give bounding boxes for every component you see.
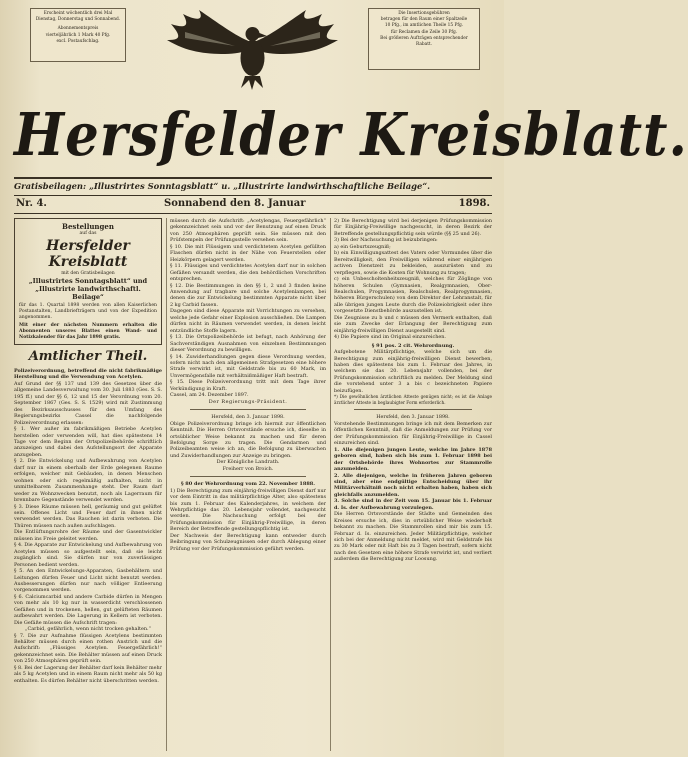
- paragraph: c) ein Unbescholtenheitszeugniß, welches für Zöglinge von höheren Schulen (Gymnasien, Realgymnasien, Ober-Realschulen, Progymnasien, Realschulen, Realprogymnasien, höheren Bürgerschulen) von dem Direktor der Lehranstalt, für alle übrigen jungen Leute durch die Polizeiobrigkeit oder ihre vorgesetzte Dienstbehörde auszustellen ist.: [334, 276, 492, 315]
- dateline: Hersfeld, den 3. Januar 1898.: [211, 414, 285, 421]
- paragraph: § 10. Die mit Flüssigem und verdichtetem Acetylen gefüllten Flaschen dürfen nicht in der Nähe von Feuerstellen oder Heizkörpern gelagert werden.: [170, 243, 326, 263]
- paragraph: Der Nachweis der Berechtigung kann entweder durch Beibringung von Schulzeugnissen oder durch Ablegung einer Prüfung vor der Prüfungskommission geführt werden.: [170, 532, 326, 552]
- paragraph: 1) Die Berechtigung zum einjährig-freiwilligen Dienst darf nur vor dem Eintritt in das militärpflichtige Alter, also spätestens bis zum 1. Februar des Kalenderjahres, in welchem der Wehrpflichtige das 20. Lebensjahr vollendet, nachgesucht werden. Die Nachsuchung erfolgt bei der Prüfungskommission für Einjährig-Freiwillige, in deren Bereich der Betreffende gestellungspflichtig ist.: [170, 487, 326, 533]
- info-line: excl. Postaufschlag.: [56, 38, 100, 44]
- advertising-rates-box: [368, 8, 480, 70]
- footnote: *) Die gewöhnlichen ärztlichen Atteste genügen nicht; es ist die Anlage ärztlicher Atteste in beglaubigter Form erforderlich.: [334, 394, 492, 405]
- paragraph: § 1. Wer außer im fabrikmäßigen Betriebe Acetylen herstellen oder verwenden will, hat dies spätestens 14 Tage vor dem Beginn der Ortspolizeibehörde schriftlich anzuzeigen und dabei den Aufstellungsort der Apparate anzugeben.: [14, 426, 162, 458]
- notice-line: für das 1. Quartal 1898 werden von allen Kaiserlichen Postanstalten, Landbriefträgern und von der Expedition angenommen.: [19, 303, 157, 320]
- paragraph: § 8. Bei der Lagerung der Behälter darf kein Behälter mehr als 5 kg Acetylen und in einem Raum nicht mehr als 50 kg enthalten. Es dürfen Behälter nicht überschritten werden.: [14, 664, 162, 684]
- signature: Der Königliche Landrath.: [216, 459, 280, 466]
- paragraph: 2) Die Berechtigung wird bei derjenigen Prüfungskommission für Einjährig-Freiwillige nachgesucht, in deren Bezirk der Betreffende gestellungspflichtig sein würde (§§ 25 und 26).: [334, 218, 492, 237]
- paragraph: Die Herren Ortsvorstände der Städte und Gemeinden des Kreises ersuche ich, dies in ortsüblicher Weise wiederholt bekannt zu machen. Die Stammrollen sind mir bis zum 15. Februar d. Is. einzureichen. Jeder Militärpflichtige, welcher sich bei der Anmeldung nicht meldet, wird mit Geldstrafe bis zu 30 Mark oder mit Haft bis zu 3 Tagen bestraft, sofern nicht nach den Gesetzen eine höhere Strafe verwirkt ist, und verliert außerdem die Berechtigung zur Loosung.: [334, 511, 492, 563]
- notice-title: Hersfelder Kreisblatt: [46, 238, 130, 270]
- signature: Freiherr von Broich.: [222, 465, 274, 472]
- column-divider: [166, 218, 167, 751]
- paragraph: 1. Alle diejenigen jungen Leute, welche im Jahre 1878 geboren sind, haben sich bis zum 1. Februar 1898 bei der Ortsbehörde ihres Wohnortes zur Stammrolle anzumelden.: [334, 446, 492, 473]
- info-line: Dienstag, Donnerstag und Sonnabend.: [35, 17, 121, 23]
- paragraph: § 5. An den Entwickelungs-Apparaten, Gasbehältern und Leitungen dürfen Feuer und Licht nicht benutzt werden. Ausbesserungen dürfen nur nach völliger Entleerung vorgenommen werden.: [14, 568, 162, 594]
- section-heading: § 80 der Wehrordnung vom 22. November 1888.: [180, 481, 316, 488]
- column-1: [14, 218, 162, 754]
- paragraph: Die Entlüftungsrohre der Räume und der Gasentwickler müssen ins Freie geleitet werden.: [14, 529, 162, 542]
- paragraph: 4) Die Papiere sind im Original einzureichen.: [334, 334, 446, 341]
- paragraph: § 4. Die Apparate zur Entwickelung und Aufbewahrung von Acetylen müssen so aufgestellt sein, daß sie leicht zugänglich sind. Sie dürfen nur von zuverlässigen Personen bedient werden.: [14, 542, 162, 568]
- issue-date: Sonnabend den 8. Januar: [164, 198, 306, 209]
- paragraph: Polizeiverordnung, betreffend die nicht fabrikmäßige Herstellung und die Verwendung von Acetylen.: [14, 368, 162, 381]
- publication-info-box: [30, 8, 126, 62]
- separator: [190, 476, 306, 477]
- paragraph: Cassel, am 24. Dezember 1897.: [170, 392, 249, 399]
- paragraph: Vorstehende Bestimmungen bringe ich mit dem Bemerken zur öffentlichen Kenntniß, daß die Anmeldungen zur Prüfung vor der Prüfungskommission für Einjährig-Freiwillige in Cassel einzureichen sind.: [334, 420, 492, 447]
- supplements-line: Gratisbeilagen: „Illustrirtes Sonntagsblatt“ u. „Illustrirte landwirthschaftliche Beilage“.: [14, 181, 431, 191]
- separator: [190, 409, 306, 410]
- column-2: [170, 218, 326, 754]
- newspaper-title: Hersfelder Kreisblatt.: [14, 100, 688, 170]
- rate-line: 10 Pfg., im amtlichen Theile 15 Pfg.: [384, 23, 464, 29]
- notice-line: „Illustrirtes Sonntagsblatt“ und: [28, 277, 148, 285]
- paragraph: § 7. Die zur Aufnahme flüssigen Acetylens bestimmten Behälter müssen durch einen rothen Anstrich und die Aufschrift: „Flüssiges Acetylen. Feuergefährlich!“ gekennzeichnet sein. Die Behälter müssen auf einen Druck von 250 Atmosphären geprüft sein.: [14, 632, 162, 665]
- paragraph: Obige Polizeiverordnung bringe ich hiermit zur öffentlichen Kenntniß. Die Herren Ortsvorstände ersuche ich, dieselbe in ortsüblicher Weise bekannt zu machen und für deren Befolgung Sorge zu tragen. Die Gendarmen und Polizeibeamten weise ich an, die Befolgung zu überwachen und Zuwiderhandlungen zur Anzeige zu bringen.: [170, 420, 326, 459]
- subscription-notice: [14, 218, 162, 345]
- paragraph: 3) Bei der Nachsuchung ist beizubringen:: [334, 237, 438, 244]
- rate-line: betragen für den Raum einer Spaltzeile: [380, 17, 468, 23]
- info-line: Abonnementspreis: [57, 26, 99, 32]
- rate-line: Bei größeren Aufträgen entsprechender: [380, 35, 468, 41]
- divider: [14, 213, 492, 214]
- rate-line: für Reclamen die Zeile 30 Pfg.: [390, 29, 458, 35]
- notice-line: mit den Gratisbeilagen: [61, 271, 115, 276]
- notice-line: auf das: [79, 231, 97, 236]
- paragraph: 3. Solche sind in der Zeit vom 15. Januar bis 1. Februar d. Is. der Aufbewahrung vorzulegen.: [334, 498, 492, 511]
- issue-dateline: [14, 198, 492, 212]
- section-heading: § 91 pos. 2 cit. Wehrordnung.: [371, 342, 455, 349]
- divider: [14, 177, 492, 179]
- rate-line: Die Insertionsgebühren: [398, 11, 450, 16]
- paragraph: Die Zeugnisse zu b und c müssen den Vermerk enthalten, daß sie zum Zwecke der Erlangung der Berechtigung zum einjährig-freiwilligen Dienst ausgestellt sind.: [334, 314, 492, 334]
- paragraph: § 6. Calciumcarbid und andere Carbide dürfen in Mengen von mehr als 10 kg nur in wasserdicht verschlossenen Gefäßen und in trockenen, hellen, gut gelüfteten Räumen aufbewahrt werden. Die Lagerung in Kellern ist verboten. Die Gefäße müssen die Aufschrift tragen:: [14, 593, 162, 626]
- paragraph: § 13. Die Ortspolizeibehörde ist befugt, nach Anhörung der Sachverständigen Ausnahmen von einzelnen Bestimmungen dieser Verordnung zu bewilligen.: [170, 334, 326, 354]
- paragraph: § 12. Die Bestimmungen in den §§ 1, 2 und 3 finden keine Anwendung auf tragbare und solche Acetylenlampen, bei denen die zur Entwickelung bestimmten Apparate nicht über 2 kg Carbid fassen.: [170, 282, 326, 308]
- separator: [354, 409, 472, 410]
- column-divider: [330, 218, 331, 751]
- paragraph: § 15. Diese Polizeiverordnung tritt mit dem Tage ihrer Verkündigung in Kraft.: [170, 379, 326, 392]
- paragraph: § 14. Zuwiderhandlungen gegen diese Verordnung werden, sofern nicht nach den allgemeinen Strafgesetzen eine höhere Strafe verwirkt ist, mit Geldstrafe bis zu 60 Mark, im Unvermögensfalle mit verhältnißmäßiger Haft bestraft.: [170, 353, 326, 379]
- eagle-emblem-icon: [165, 2, 340, 90]
- notice-line: „Illustrirte landwirthschaftl. Beilage“: [35, 285, 141, 301]
- signature: Der Regierungs-Präsident.: [208, 398, 288, 405]
- paragraph: b) ein Einwilligungsattest des Vaters oder Vormundes über die Bereitwilligkeit, den Freiwilligen während einer einjährigen activen Dienstzeit zu bekleiden, auszurüsten und zu verpflegen, sowie die Kosten für Wohnung zu tragen;: [334, 250, 492, 276]
- paragraph: a) ein Geburtszeugniß;: [334, 243, 391, 250]
- paragraph: 2. Alle diejenigen, welche in früheren Jahren geboren sind, aber eine endgültige Entscheidung über ihr Militärverhältniß noch nicht erhalten haben, haben sich gleichfalls anzumelden.: [334, 472, 492, 498]
- column-3: [334, 218, 492, 754]
- dateline: Hersfeld, den 3. Januar 1898.: [376, 414, 450, 421]
- paragraph: § 2. Die Entwickelung und Aufbewahrung von Acetylen darf nur in einem oberhalb der Erde gelegenen Raume erfolgen, welcher mit Gebäuden, in denen Menschen wohnen oder sich regelmäßig aufhalten, nicht in unmittelbarem Zusammenhange steht. Der Raum darf weder zu Wohnzwecken benutzt, noch als Lagerraum für brennbare Gegenstände verwendet werden.: [14, 458, 162, 504]
- issue-year: 1898.: [458, 198, 490, 209]
- divider: [14, 195, 492, 196]
- paragraph: § 3. Diese Räume müssen hell, geräumig und gut gelüftet sein. Offenes Licht und Feuer darf in ihnen nicht verwendet werden. Das Rauchen ist darin verboten. Die Thüren müssen nach außen aufschlagen.: [14, 503, 162, 529]
- paragraph: Auf Grund der §§ 137 und 139 des Gesetzes über die allgemeine Landesverwaltung vom 30. Juli 1883 (Ges. S. S. 195 ff.) und der §§ 6, 12 und 15 der Verordnung vom 20. September 1867 (Ges. S. S. 1529) wird mit Zustimmung des Bezirksausschusses für den Umfang des Regierungsbezirks Cassel die nachfolgende Polizeiverordnung erlassen:: [14, 380, 162, 426]
- paragraph: § 11. Flüssiges und verdichtetes Acetylen darf nur in solchen Gefäßen versandt werden, die den behördlichen Vorschriften entsprechen.: [170, 263, 326, 283]
- paragraph: Aufgebotene Militärpflichtige, welche sich um die Berechtigung zum einjährig-freiwilligen Dienst bewerben, haben dies spätestens bis zum 1. Februar des Jahres, in welchem sie das 20. Lebensjahr vollenden, bei der Prüfungskommission schriftlich zu melden. Der Meldung sind die vorstehend unter 3 a bis c bezeichneten Papiere beizufügen.: [334, 349, 492, 394]
- section-heading: Amtlicher Theil.: [28, 349, 148, 364]
- paragraph: müssen durch die Aufschrift: „Acetylengas, Feuergefährlich“ gekennzeichnet sein und vor der Benutzung auf einen Druck von 250 Atmosphären geprüft sein. Sie müssen mit den Prüfstempeln der Prüfungsstelle versehen sein.: [170, 218, 326, 244]
- paragraph: „Carbid, gefährlich, wenn nicht trocken gehalten.“: [24, 626, 152, 633]
- issue-number: Nr. 4.: [16, 198, 47, 209]
- notice-heading: Bestellungen: [62, 222, 114, 231]
- info-line: vierteljährlich 1 Mark 40 Pfg.: [45, 32, 111, 38]
- notice-line: Mit einer der nächsten Nummern erhalten die Abonnenten unseres Blattes einen Wand- und Notizkalender für das Jahr 1898 gratis.: [19, 323, 157, 340]
- rate-line: Rabatt.: [415, 42, 433, 48]
- paragraph: Dagegen sind diese Apparate mit Vorrichtungen zu versehen, welche jede Gefahr einer Explosion ausschließen. Die Lampen dürfen nicht in Räumen verwendet werden, in denen leicht entzündliche Stoffe lagern.: [170, 308, 326, 334]
- info-line: Erscheint wöchentlich drei Mal: [43, 11, 113, 16]
